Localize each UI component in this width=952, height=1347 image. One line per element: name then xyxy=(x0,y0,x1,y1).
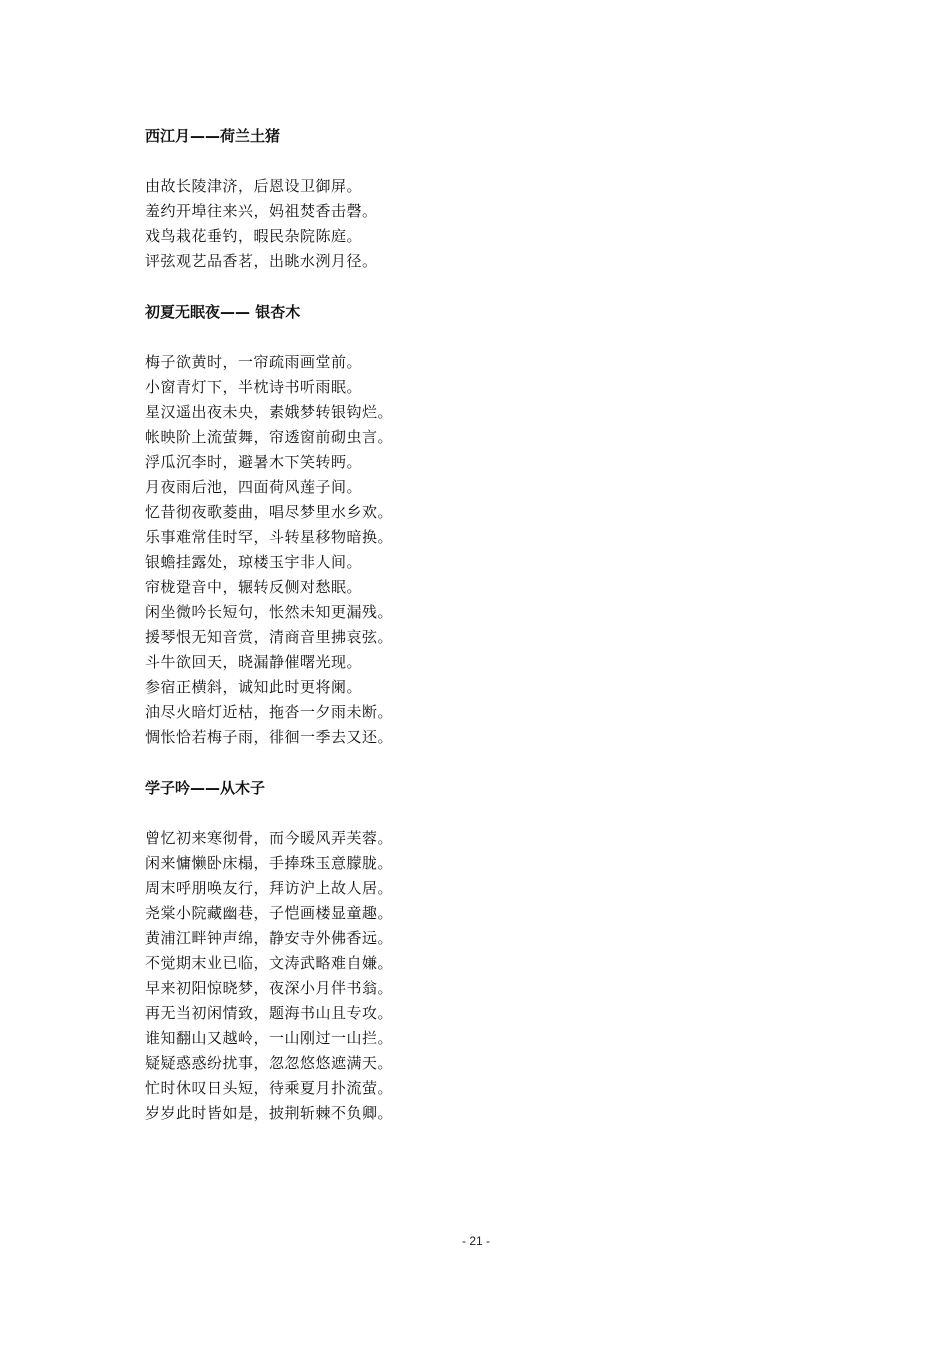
poem-line: 银蟾挂露处，琼楼玉宇非人间。 xyxy=(145,553,363,571)
poem-line: 谁知翻山又越岭，一山刚过一山拦。 xyxy=(145,1029,394,1047)
poem-title: 初夏无眠夜—— 银杏木 xyxy=(145,303,301,321)
poem-body xyxy=(145,174,845,274)
poem-line: 戏鸟栽花垂钓，暇民杂院陈庭。 xyxy=(145,227,363,245)
poem-line: 闲坐微吟长短句，怅然未知更漏残。 xyxy=(145,603,394,621)
poem-line: 闲来慵懒卧床榻，手捧珠玉意朦胧。 xyxy=(145,854,394,872)
poem-line: 疑疑惑惑纷扰事，忽忽悠悠遮满天。 xyxy=(145,1054,394,1072)
poem-line: 不觉期末业已临，文涛武略难自嫌。 xyxy=(145,954,394,972)
poem-title: 西江月——荷兰土猪 xyxy=(145,127,281,145)
poem-line: 周末呼朋唤友行，拜访沪上故人居。 xyxy=(145,879,394,897)
page-number: - 21 - xyxy=(461,1234,490,1248)
poem-body xyxy=(145,826,845,1126)
poem-line: 曾忆初来寒彻骨，而今暖风弄芙蓉。 xyxy=(145,829,394,847)
poem-line: 参宿正横斜，诚知此时更将阑。 xyxy=(145,678,363,696)
poem xyxy=(145,124,845,274)
poem-line: 帘栊跫音中，辗转反侧对愁眠。 xyxy=(145,578,363,596)
poem-line: 援琴恨无知音赏，清商音里拂哀弦。 xyxy=(145,628,394,646)
poem-line: 小窗青灯下，半枕诗书听雨眠。 xyxy=(145,378,363,396)
poem-line: 乐事难常佳时罕，斗转星移物暗换。 xyxy=(145,528,394,546)
poem-line: 忙时休叹日头短，待乘夏月扑流萤。 xyxy=(145,1079,394,1097)
poem-line: 黄浦江畔钟声绵，静安寺外佛香远。 xyxy=(145,929,394,947)
poem-line: 岁岁此时皆如是，披荆斩棘不负卿。 xyxy=(145,1104,394,1122)
poem-collection xyxy=(145,124,845,1152)
poem-line: 浮瓜沉李时，避暑木下笑转眄。 xyxy=(145,453,363,471)
poem-line: 油尽火暗灯近枯，拖沓一夕雨未断。 xyxy=(145,703,394,721)
poem-line: 早来初阳惊晓梦，夜深小月伴书翁。 xyxy=(145,979,394,997)
poem xyxy=(145,300,845,750)
poem-body xyxy=(145,350,845,750)
poem-line: 评弦观艺品香茗，出眺水洌月径。 xyxy=(145,252,378,270)
poem-line: 忆昔彻夜歌菱曲，唱尽梦里水乡欢。 xyxy=(145,503,394,521)
poem-line: 月夜雨后池，四面荷风莲子间。 xyxy=(145,478,363,496)
poem-line: 星汉遥出夜未央，素娥梦转银钩烂。 xyxy=(145,403,394,421)
poem xyxy=(145,776,845,1126)
poem-line: 再无当初闲情致，题海书山且专攻。 xyxy=(145,1004,394,1022)
poem-line: 梅子欲黄时，一帘疏雨画堂前。 xyxy=(145,353,363,371)
poem-title: 学子吟——从木子 xyxy=(145,779,266,797)
poem-line: 由故长陵津济，后恩设卫御屏。 xyxy=(145,177,363,195)
poem-line: 惆怅恰若梅子雨，徘徊一季去又还。 xyxy=(145,728,394,746)
poem-line: 斗牛欲回天，晓漏静催曙光现。 xyxy=(145,653,363,671)
poem-line: 帐映阶上流萤舞，帘透窗前砌虫言。 xyxy=(145,428,394,446)
poem-line: 羞约开埠往来兴，妈祖焚香击磬。 xyxy=(145,202,378,220)
poem-line: 尧棠小院藏幽巷，子恺画楼显童趣。 xyxy=(145,904,394,922)
